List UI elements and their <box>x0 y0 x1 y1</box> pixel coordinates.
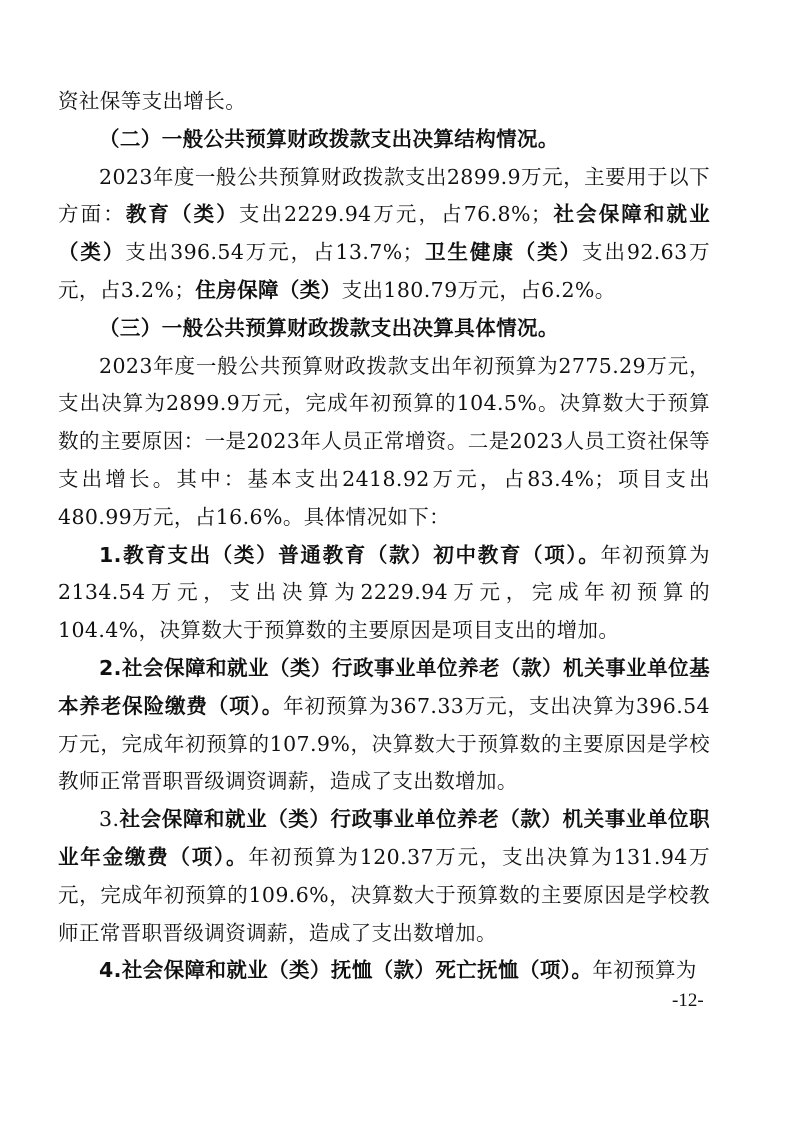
category-health: 卫生健康（类） <box>423 240 583 265</box>
item-title: 社会保障和就业（类）行政事业单位养老（款）机关事业单位职业年金缴费（项）。 <box>58 807 710 869</box>
item-education: 1.教育支出（类）普通教育（款）初中教育（项）。年初预算为2134.54万元，支出决算为2229.94万元，完成年初预算的104.4%，决算数大于预算数的主要原因是项目支出的增加。 <box>58 542 711 643</box>
category-social-security: 社会保障和就业（类） <box>58 202 711 265</box>
category-education: 教育（类） <box>125 202 239 227</box>
section-heading-structure: （二）一般公共预算财政拨款支出决算结构情况。 <box>99 126 559 151</box>
details-paragraph: 2023年度一般公共预算财政拨款支出年初预算为2775.29万元，支出决算为2899.9万元，完成年初预算的104.5%。决算数大于预算数的主要原因：一是2023年人员正常增资。二是2023人员工资社保等支出增长。其中：基本支出2418.92万元，占83.4%；项目支出480.99万元，占16.6%。具体情况如下： <box>58 353 710 529</box>
item-pension-insurance: 2.社会保障和就业（类）行政事业单位养老（款）机关事业单位基本养老保险缴费（项）。年初预算为367.33万元，支出决算为396.54万元，完成年初预算的107.9%，决算数大于预算数的主要原因是学校教师正常晋职晋级调资调薪，造成了支出数增加。 <box>58 655 710 794</box>
item-title: 1.教育支出（类）普通教育（款）初中教育（项）。 <box>99 542 601 567</box>
category-housing: 住房保障（类） <box>195 277 342 302</box>
continuation-paragraph: 资社保等支出增长。 <box>58 89 247 113</box>
item-occupational-annuity: 3.社会保障和就业（类）行政事业单位养老（款）机关事业单位职业年金缴费（项）。年初预算为120.37万元，支出决算为131.94万元，完成年初预算的109.6%，决算数大于预算数的主要原因是学校教师正常晋职晋级调资调薪，造成了支出数增加。 <box>58 807 711 945</box>
structure-paragraph: 2023年度一般公共预算财政拨款支出2899.9万元，主要用于以下方面：教育（类）支出2229.94万元，占76.8%；社会保障和就业（类）支出396.54万元，占13.7%；卫生健康（类）支出92.63万元，占3.2%；住房保障（类）支出180.79万元，占6.2%。 <box>58 164 711 302</box>
section-heading-details: （三）一般公共预算财政拨款支出决算具体情况。 <box>99 315 559 340</box>
page-number: -12- <box>672 990 704 1011</box>
item-death-pension: 4.社会保障和就业（类）抚恤（款）死亡抚恤（项）。年初预算为 <box>99 958 697 983</box>
document-body <box>58 83 710 990</box>
item-title: 2.社会保障和就业（类）行政事业单位养老（款）机关事业单位基本养老保险缴费（项）。 <box>58 655 710 718</box>
item-number: 3. <box>99 807 120 832</box>
item-title: 4.社会保障和就业（类）抚恤（款）死亡抚恤（项）。 <box>99 958 593 983</box>
